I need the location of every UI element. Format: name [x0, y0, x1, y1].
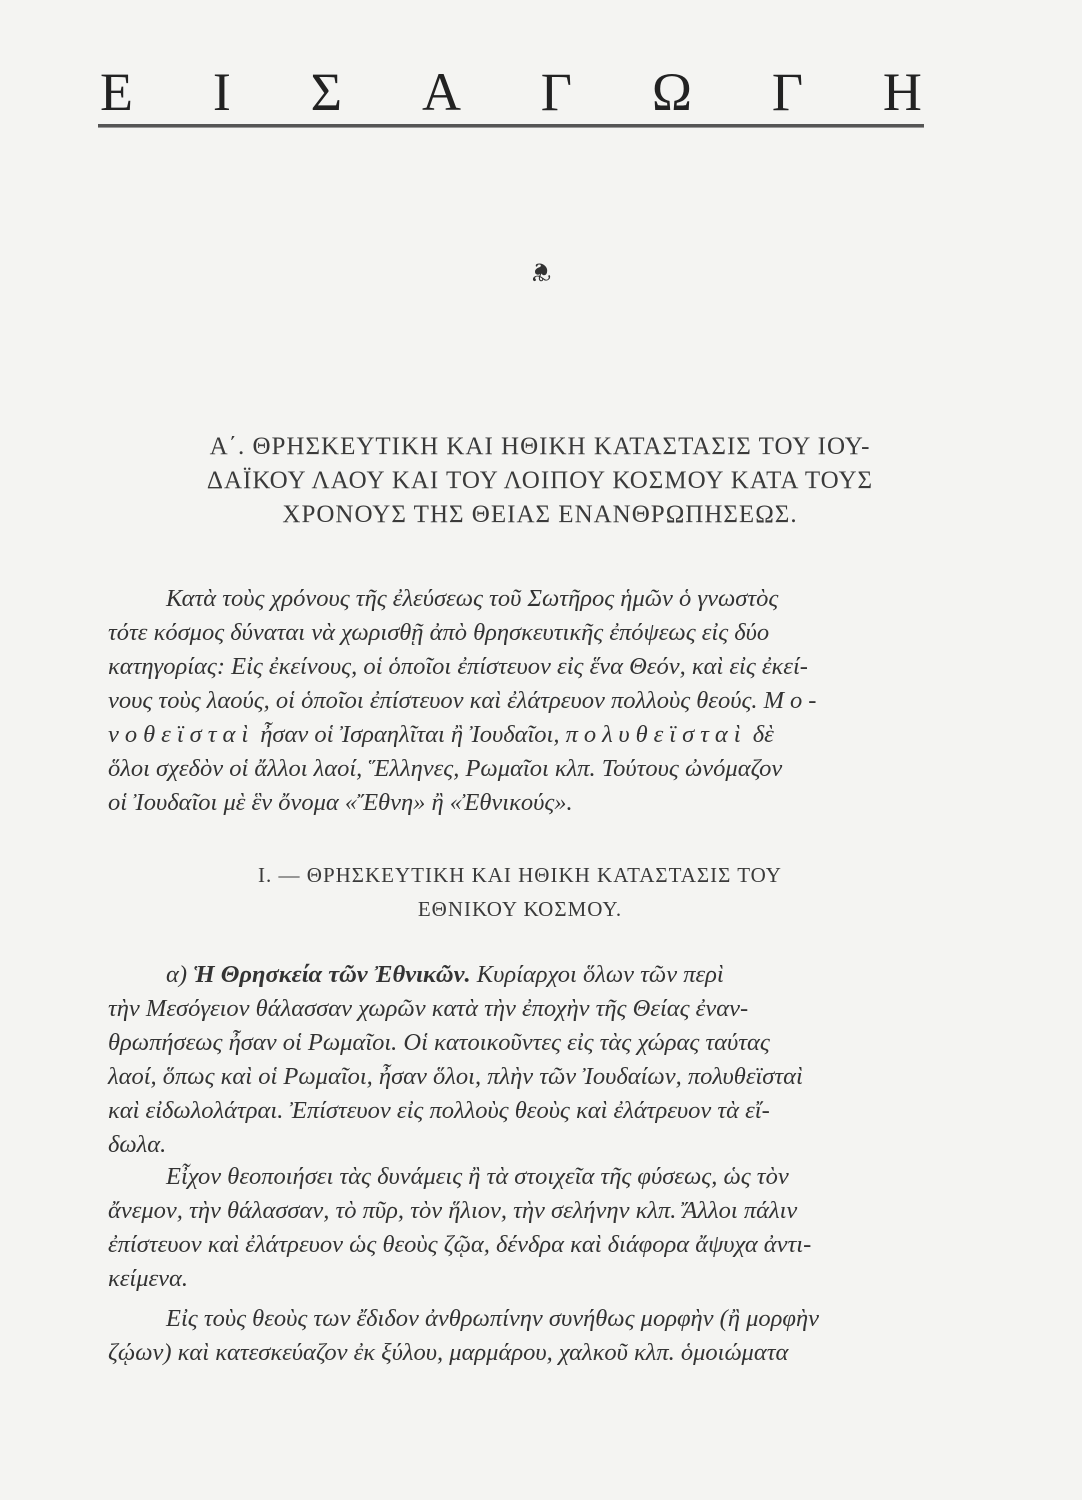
- text-line: ἄνεμον, τὴν θάλασσαν, τὸ πῦρ, τὸν ἥλιον, τὴν σελήνην κλπ. Ἄλλοι πάλιν: [108, 1197, 798, 1224]
- word-mono-b: νοθεϊσταὶ: [108, 721, 255, 748]
- title-letter: Η: [882, 62, 922, 122]
- section-a-heading: [140, 430, 940, 532]
- ornament-icon: ❦: [530, 257, 552, 286]
- word-mono-a: Μο-: [763, 687, 823, 714]
- text-line: Εἰς τοὺς θεοὺς των ἔδιδον ἀνθρωπίνην συνήθως μορφὴν (ἢ μορφὴν: [166, 1305, 820, 1332]
- text-line: τὴν Μεσόγειον θάλασσαν χωρῶν κατὰ τὴν ἐποχὴν τῆς Θείας ἐναν-: [108, 995, 749, 1022]
- title-letter: Ω: [651, 62, 692, 122]
- text-line: καὶ εἰδωλολάτραι. Ἐπίστευον εἰς πολλοὺς θεοὺς καὶ ἐλάτρευον τὰ εἴ-: [108, 1097, 770, 1124]
- text-line: οἱ Ἰουδαῖοι μὲ ἓν ὄνομα «Ἔθνη» ἢ «Ἐθνικούς».: [108, 789, 573, 816]
- paragraph-c: [108, 1302, 938, 1370]
- heading-line: ΔΑΪΚΟΥ ΛΑΟΥ ΚΑΙ ΤΟΥ ΛΟΙΠΟΥ ΚΟΣΜΟΥ ΚΑΤΑ ΤΟΥΣ: [206, 467, 874, 494]
- text-line: θρωπήσεως ἦσαν οἱ Ρωμαῖοι. Οἱ κατοικοῦντες εἰς τὰς χώρας ταύτας: [108, 1029, 770, 1056]
- text-line: λαοί, ὅπως καὶ οἱ Ρωμαῖοι, ἦσαν ὅλοι, πλὴν τῶν Ἰουδαίων, πολυθεϊσταὶ: [108, 1063, 803, 1090]
- text-line: κατηγορίας: Εἰς ἐκείνους, οἱ ὁποῖοι ἐπίστευον εἰς ἕνα Θεόν, καὶ εἰς ἐκεί-: [108, 653, 808, 680]
- word-poly: πολυθεϊσταὶ: [565, 721, 747, 748]
- heading-line: Ι. — ΘΡΗΣΚΕΥΤΙΚΗ ΚΑΙ ΗΘΙΚΗ ΚΑΤΑΣΤΑΣΙΣ ΤΟΥ: [258, 863, 782, 887]
- title-letter: Γ: [540, 62, 573, 122]
- text-line: Εἶχον θεοποιήσει τὰς δυνάμεις ἢ τὰ στοιχεῖα τῆς φύσεως, ὡς τὸν: [166, 1163, 789, 1190]
- title-letter: Γ: [771, 62, 804, 122]
- text-line: ἦσαν οἱ Ἰσραηλῖται ἢ Ἰουδαῖοι,: [260, 721, 560, 748]
- paragraph-b: [108, 1160, 938, 1296]
- title-letter: Α: [421, 62, 461, 122]
- heading-line: ΧΡΟΝΟΥΣ ΤΗΣ ΘΕΙΑΣ ΕΝΑΝΘΡΩΠΗΣΕΩΣ.: [282, 501, 798, 528]
- title-letter: Σ: [310, 62, 343, 122]
- text-line: Κυρίαρχοι ὅλων τῶν περὶ: [476, 961, 724, 988]
- subsection-title: Ἡ Θρησκεία τῶν Ἐθνικῶν.: [193, 961, 471, 988]
- text-line: νους τοὺς λαούς, οἱ ὁποῖοι ἐπίστευον καὶ ἐλάτρευον πολλοὺς θεούς.: [108, 687, 758, 714]
- subsection-label: α): [166, 961, 188, 988]
- text-line: ζῴων) καὶ κατεσκεύαζον ἐκ ξύλου, μαρμάρου, χαλκοῦ κλπ. ὁμοιώματα: [108, 1339, 789, 1366]
- title-letter: Ι: [212, 62, 231, 122]
- text-line: ὅλοι σχεδὸν οἱ ἄλλοι λαοί, Ἕλληνες, Ρωμαῖοι κλπ. Τούτους ὠνόμαζον: [108, 755, 783, 782]
- text-line: τότε κόσμος δύναται νὰ χωρισθῇ ἀπὸ θρησκευτικῆς ἐπόψεως εἰς δύο: [108, 619, 770, 646]
- title-letter: Ε: [100, 62, 133, 122]
- text-line: ἐπίστευον καὶ ἐλάτρευον ὡς θεοὺς ζῷα, δένδρα καὶ διάφορα ἄψυχα ἀντι-: [108, 1231, 812, 1258]
- intro-paragraph: [108, 582, 938, 820]
- title-rule: [98, 124, 924, 128]
- word-de: δὲ: [752, 721, 774, 748]
- paragraph-a: [108, 958, 938, 1162]
- text-line: δωλα.: [108, 1131, 167, 1158]
- heading-line: ΕΘΝΙΚΟΥ ΚΟΣΜΟΥ.: [417, 897, 623, 921]
- page-title: [100, 62, 922, 122]
- section-1-heading: [150, 858, 890, 926]
- text-line: Κατὰ τοὺς χρόνους τῆς ἐλεύσεως τοῦ Σωτῆρος ἡμῶν ὁ γνωστὸς: [166, 585, 779, 612]
- text-line: κείμενα.: [108, 1265, 189, 1292]
- heading-line: Α΄. ΘΡΗΣΚΕΥΤΙΚΗ ΚΑΙ ΗΘΙΚΗ ΚΑΤΑΣΤΑΣΙΣ ΤΟΥ ΙΟΥ-: [209, 433, 871, 460]
